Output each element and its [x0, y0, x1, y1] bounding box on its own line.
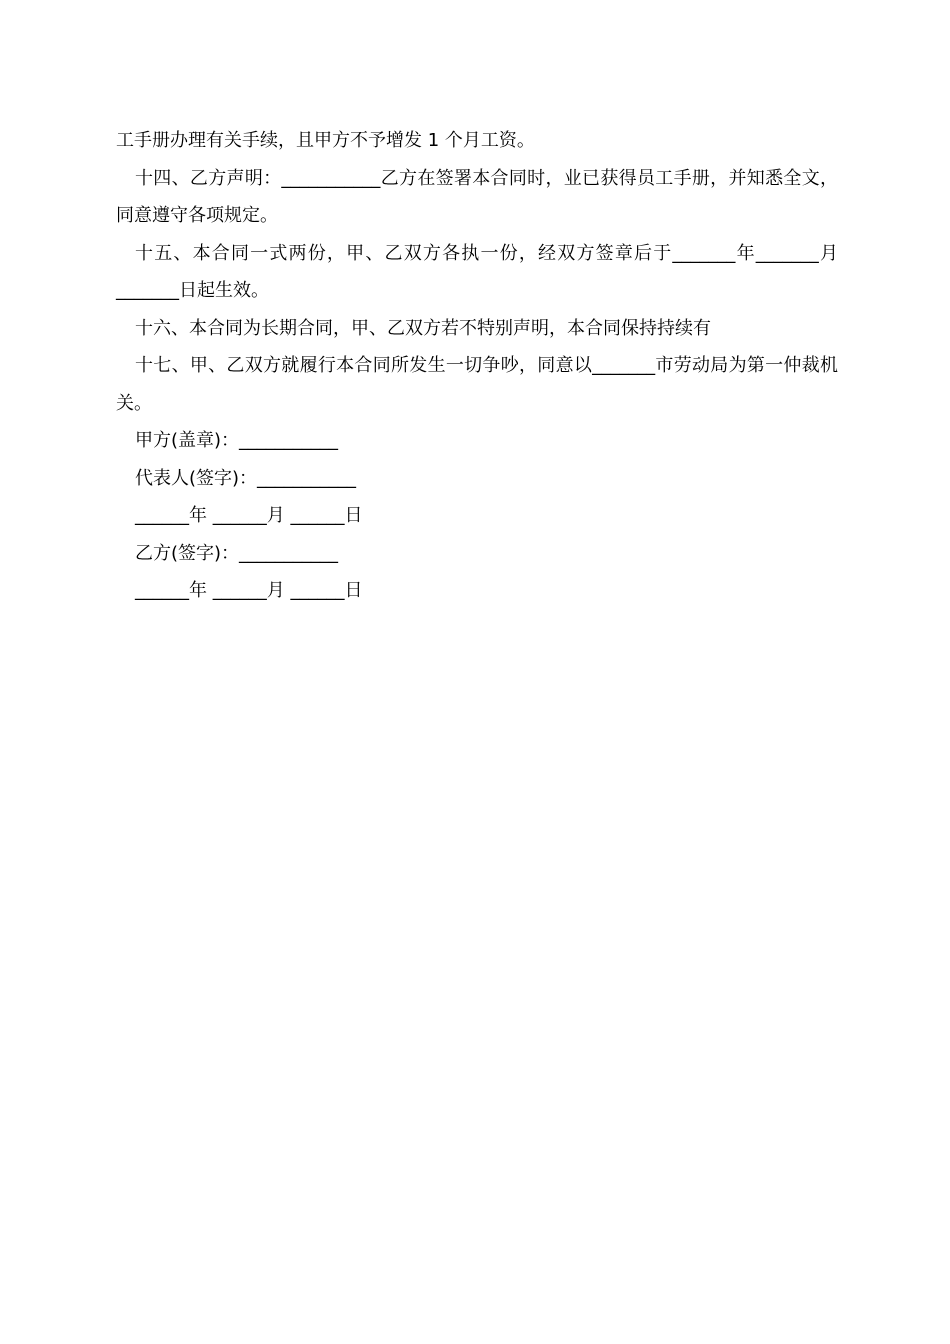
- paragraph-clause-16: 十六、本合同为长期合同，甲、乙双方若不特别声明，本合同保持持续有: [135, 317, 711, 339]
- party-b-date-line: ______年 ______月 ______日: [135, 580, 363, 601]
- representative-signature-line: 代表人(签字)：___________: [135, 467, 357, 489]
- document-page: [116, 122, 838, 610]
- signature-block: [116, 422, 838, 610]
- paragraph-clause-15: 十五、本合同一式两份，甲、乙双方各执一份，经双方签章后于_______年_______月_______日起生效。: [116, 242, 838, 301]
- paragraph-continuation: 工手册办理有关手续，且甲方不予增发 1 个月工资。: [116, 130, 535, 151]
- party-a-date-line: ______年 ______月 ______日: [135, 505, 363, 526]
- party-b-signature-line: 乙方(签字)：___________: [135, 542, 339, 564]
- party-a-seal-line: 甲方(盖章)：___________: [135, 430, 339, 451]
- paragraph-clause-14: 十四、乙方声明：___________乙方在签署本合同时，业已获得员工手册，并知悉全文，同意遵守各项规定。: [116, 167, 838, 226]
- paragraph-clause-17: 十七、甲、乙双方就履行本合同所发生一切争吵，同意以_______市劳动局为第一仲裁机关。: [116, 355, 838, 414]
